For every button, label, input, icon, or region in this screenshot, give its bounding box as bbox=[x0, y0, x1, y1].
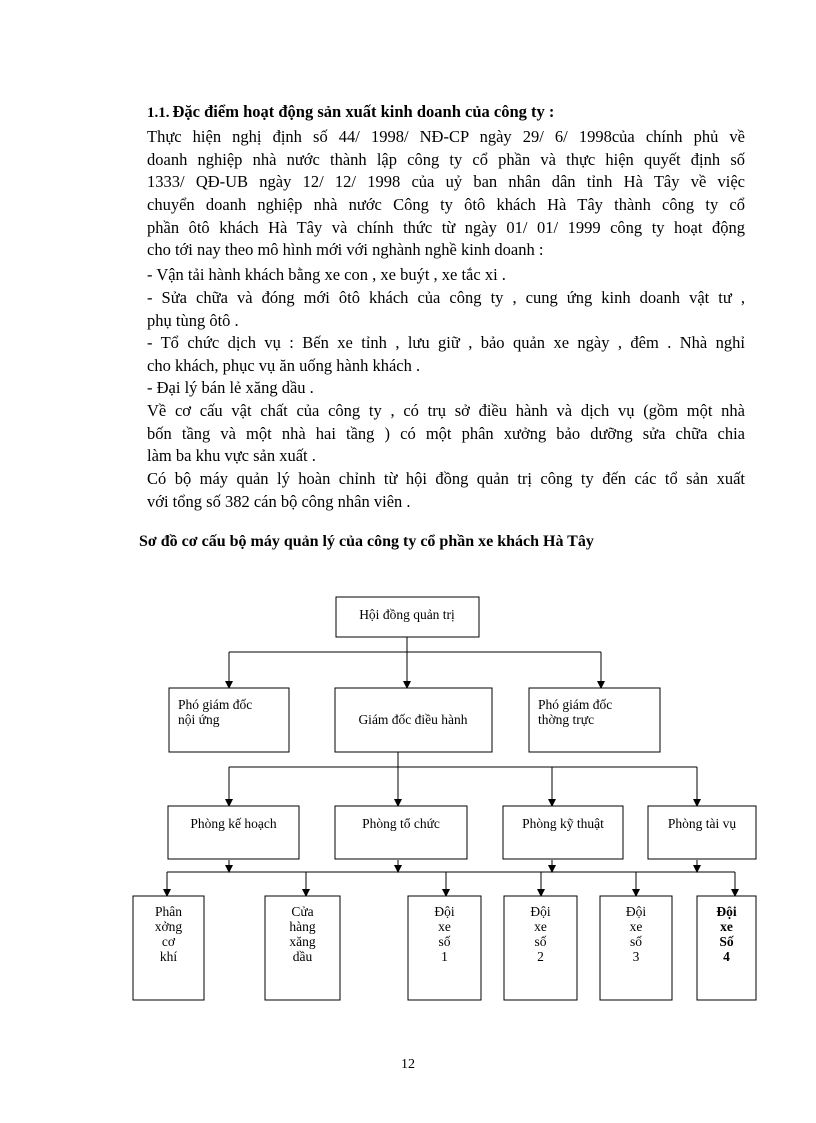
box-label: Phó giám đốc bbox=[538, 697, 613, 712]
text-line: cho khách, phục vụ ăn uống hành khách . bbox=[147, 355, 421, 375]
text-line: - Tổ chức dịch vụ : Bến xe tỉnh , lưu giữ , bảo quản xe ngày , đêm . Nhà nghỉ bbox=[147, 333, 745, 352]
box-label: Phó giám đốc bbox=[178, 697, 253, 712]
box-label: nội ứng bbox=[178, 712, 220, 727]
section-number: 1.1. bbox=[147, 105, 170, 121]
text-line: cho tới nay theo mô hình mới với nghành nghề kinh doanh : bbox=[147, 240, 544, 260]
box-label: dầu bbox=[292, 949, 313, 964]
box-label: Hội đồng quản trị bbox=[359, 607, 455, 622]
box-label: Đội bbox=[530, 904, 551, 919]
box-label: số bbox=[438, 934, 451, 949]
text-line: phụ tùng ôtô . bbox=[147, 310, 239, 330]
box-label: xởng bbox=[154, 919, 183, 934]
text-line: với tổng số 382 cán bộ công nhân viên . bbox=[147, 491, 411, 511]
box-label: 2 bbox=[537, 949, 544, 964]
text-line: bốn tầng và một nhà hai tầng ) có một phân xưởng bảo dưỡng sửa chữa chia bbox=[147, 423, 745, 443]
text-line: - Đại lý bán lẻ xăng dầu . bbox=[147, 378, 314, 397]
text-line: Thực hiện nghị định số 44/ 1998/ NĐ-CP ngày 29/ 6/ 1998của chính phủ về bbox=[147, 127, 745, 146]
department-box bbox=[168, 806, 299, 859]
box-label: Số bbox=[719, 934, 734, 949]
box-label: số bbox=[534, 934, 547, 949]
box-label: xăng bbox=[289, 934, 316, 949]
box-label: cơ bbox=[161, 934, 176, 949]
text-line: 1333/ QĐ-UB ngày 12/ 12/ 1998 của uỷ ban nhân dân tỉnh Hà Tây về việc bbox=[147, 172, 745, 192]
text-line: Có bộ máy quản lý hoàn chỉnh từ hội đồng quản trị công ty đến các tổ sản xuất bbox=[147, 469, 745, 488]
box-label: hàng bbox=[289, 919, 316, 934]
box-label: Phòng kỹ thuật bbox=[522, 816, 604, 831]
box-label: xe bbox=[534, 919, 547, 934]
box-label: Giám đốc điều hành bbox=[358, 712, 468, 727]
department-box bbox=[648, 806, 756, 859]
box-label: xe bbox=[438, 919, 451, 934]
box-label: 4 bbox=[723, 949, 730, 964]
box-label: Phân bbox=[155, 904, 182, 919]
text-line: - Sửa chữa và đóng mới ôtô khách của công ty , cung ứng kinh doanh vật tư , bbox=[147, 288, 745, 307]
text-line: chuyển doanh nghiệp nhà nước Công ty ôtô khách Hà Tây thành công ty cổ bbox=[147, 195, 745, 215]
text-line: Về cơ cấu vật chất của công ty , có trụ sở điều hành và dịch vụ (gồm một nhà bbox=[147, 401, 745, 420]
box-label: Đội bbox=[625, 904, 647, 919]
box-label: xe bbox=[629, 919, 643, 934]
box-label: Cửa bbox=[291, 904, 314, 919]
text-line: phần ôtô khách Hà Tây và chính thức từ ngày 01/ 01/ 1999 công ty hoạt động bbox=[147, 217, 745, 237]
chart-title: Sơ đồ cơ cấu bộ máy quản lý của công ty cổ phần xe khách Hà Tây bbox=[139, 533, 594, 550]
box-label: 1 bbox=[441, 949, 448, 964]
department-box bbox=[503, 806, 623, 859]
text-line: làm ba khu vực sản xuất . bbox=[147, 446, 316, 466]
box-label: số bbox=[629, 934, 643, 949]
org-boxes bbox=[133, 597, 756, 1000]
box-label: xe bbox=[720, 919, 733, 934]
box-label: Đội bbox=[434, 904, 455, 919]
department-box bbox=[335, 806, 467, 859]
box-label: Phòng tài vụ bbox=[667, 816, 737, 831]
box-label: Phòng tổ chức bbox=[362, 816, 440, 831]
page-number: 12 bbox=[401, 1057, 415, 1072]
box-label: 3 bbox=[632, 949, 640, 964]
box-label: thờng trực bbox=[538, 712, 595, 727]
box-label: Đội bbox=[716, 904, 737, 919]
text-line: doanh nghiệp nhà nước thành lập công ty cổ phần và thực hiện quyết định số bbox=[147, 149, 745, 169]
box-label: Phòng kế hoạch bbox=[190, 816, 277, 831]
box-label: khí bbox=[159, 949, 178, 964]
section-title: Đặc điểm hoạt động sản xuất kinh doanh của công ty : bbox=[172, 102, 555, 121]
text-line: - Vận tải hành khách bằng xe con , xe buýt , xe tắc xi . bbox=[147, 265, 506, 284]
